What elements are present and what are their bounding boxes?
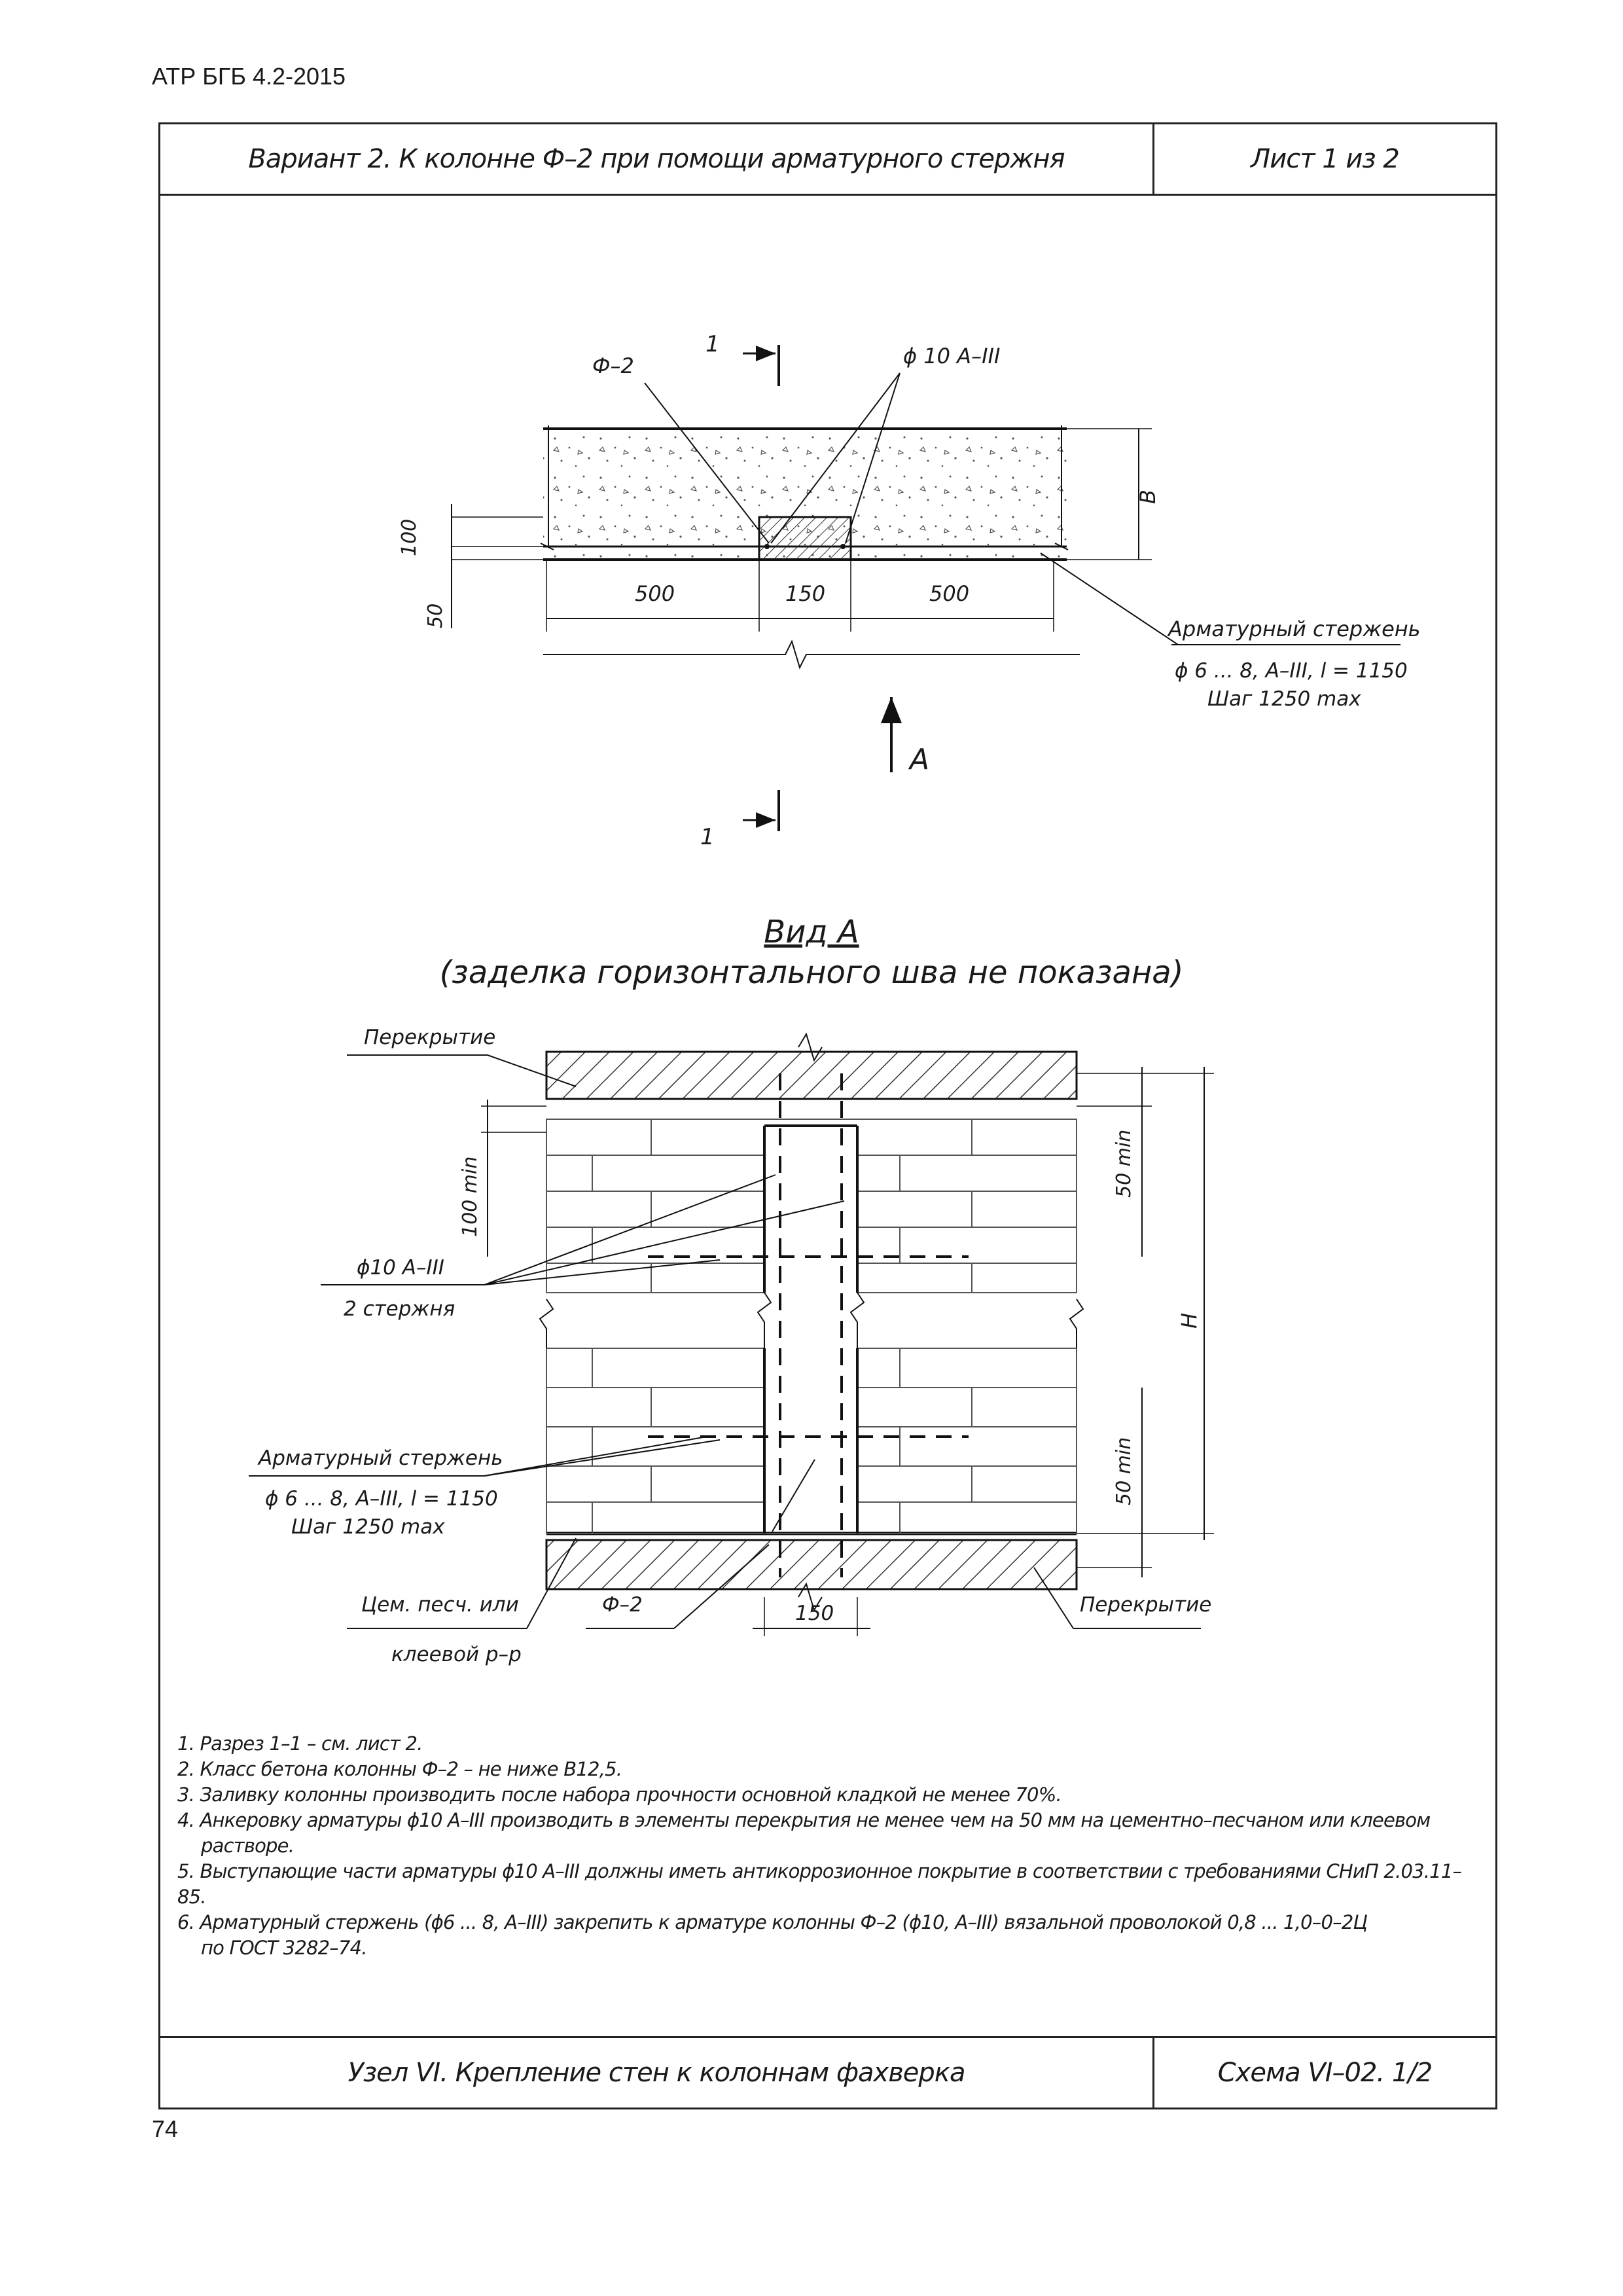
right-wall-break [1070,1299,1083,1348]
plan-dim-b-label: B [1135,490,1160,504]
note-1: 1. Разрез 1–1 – см. лист 2. [177,1732,423,1755]
bottom-slab-label: Перекрытие [1080,1593,1212,1617]
plan-dim-500-right: 500 [929,581,970,606]
elevation-anchor-spec: ϕ 6 ... 8, А–III, l = 1150 [265,1487,498,1511]
view-a-title: Вид А [764,914,859,950]
header-title: Вариант 2. К колонне Ф–2 при помощи арматурного стержня [160,124,1154,194]
mortar-label-2: клеевой р–р [391,1643,522,1666]
plan-anchor-spec: ϕ 6 ... 8, А–III, l = 1150 [1175,659,1408,683]
plan-column-f2 [759,517,851,560]
view-a-letter: A [910,743,930,776]
plan-anchor-title: Арматурный стержень [1168,617,1421,641]
plan-view [398,331,1421,850]
dim-50min-bottom-label: 50 min [1113,1437,1135,1505]
dim-100min-label: 100 min [459,1156,482,1237]
document-code: АТР БГБ 4.2-2015 [152,63,346,90]
elevation-anchor-title: Арматурный стержень [259,1446,503,1470]
elevation-view [249,914,1214,1666]
mortar-label-1: Цем. песч. или [361,1593,519,1617]
plan-anchor-leader [1041,553,1178,645]
plan-slab-break-line [543,641,1080,668]
plan-rebar-dot-right [840,544,846,549]
note-5: 5. Выступающие части арматуры ϕ10 А–III должны иметь антикоррозионное покрытие в соответствии с требованиями СНиП 2.03.11–85. [177,1860,1462,1908]
dim-150-label: 150 [795,1602,834,1625]
note-4: 4. Анкеровку арматуры ϕ10 А–III производить в элементы перекрытия не менее чем на 50 мм на цементно–песчаном или клеевом [177,1809,1431,1831]
note-6-cont: по ГОСТ 3282–74. [201,1937,367,1959]
footer-scheme: Схема VI–02. 1/2 [1217,2058,1433,2088]
note-3: 3. Заливку колонны производить после набора прочности основной кладкой не менее 70%. [177,1784,1061,1806]
elevation-column-label: Ф–2 [602,1593,643,1617]
page-number: 74 [152,2115,179,2142]
top-slab-label: Перекрытие [364,1026,496,1049]
plan-dim-150: 150 [785,581,826,606]
note-6: 6. Арматурный стержень (ϕ6 ... 8, А–III) закрепить к арматуре колонны Ф–2 (ϕ10, А–III) вязальной проволокой 0,8 ... 1,0–0–2Ц [177,1911,1368,1933]
dim-50min-top-label: 50 min [1113,1129,1135,1198]
plan-rebar-label: ϕ 10 А–III [903,344,1001,368]
plan-rebar-dot-left [764,544,770,549]
bottom-slab [546,1540,1077,1589]
view-a-subtitle: (заделка горизонтального шва не показана) [439,954,1184,991]
dim-h-label: H [1177,1312,1202,1329]
rebar-count: 2 стержня [344,1297,455,1321]
section-label-top: 1 [705,331,720,357]
plan-dim-50: 50 [424,603,447,628]
plan-dim-100: 100 [398,518,421,556]
elevation-anchor-leader-2 [484,1440,720,1476]
plan-anchor-step: Шаг 1250 max [1207,687,1361,711]
note-4-cont: растворе. [201,1835,294,1857]
footer-title: Узел VI. Крепление стен к колоннам фахверка [160,2038,1154,2108]
top-slab [546,1052,1077,1099]
plan-column-label: Ф–2 [592,353,634,378]
left-wall-break [540,1299,553,1348]
section-label-bottom: 1 [700,824,715,850]
note-2: 2. Класс бетона колонны Ф–2 – не ниже В12,5. [177,1758,622,1780]
elevation-anchor-step: Шаг 1250 max [291,1515,445,1539]
column-void [764,1126,857,1532]
header-sheet-number: Лист 1 из 2 [1251,144,1399,174]
plan-dim-500-left: 500 [635,581,675,606]
elevation-anchor-leader-1 [484,1437,707,1476]
rebar-label: ϕ10 А–III [357,1256,444,1280]
